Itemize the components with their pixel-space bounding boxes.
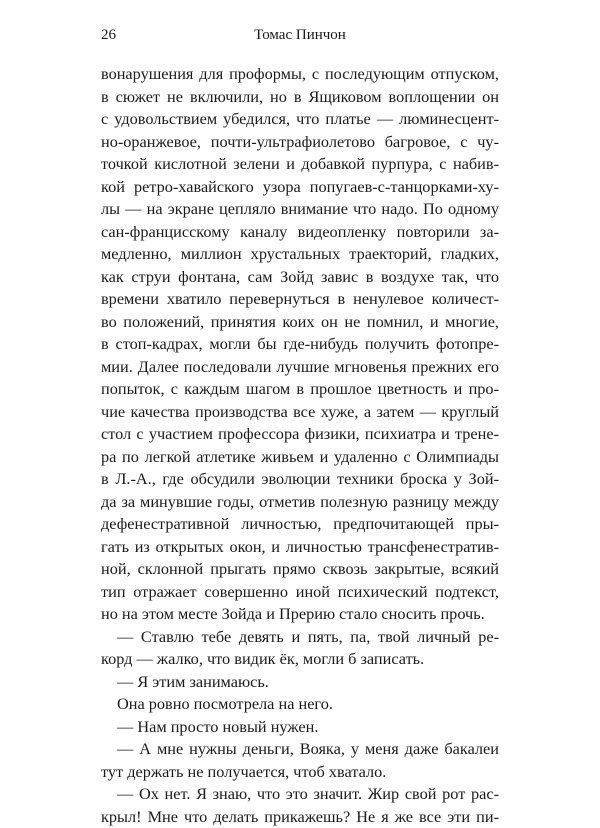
text-line: — Нам просто новый нужен. [101,716,499,739]
running-title: Томас Пинчон [101,27,499,44]
text-line: тип отражает совершенно иной психический подтекст, [101,581,499,604]
text-line: мии. Далее последовали лучшие мгновенья прежних его [101,356,499,379]
text-line: — Ох нет. Я знаю, что это значит. Жир свой рот рас- [101,783,499,806]
text-line: с удовольствием убедился, что платье — люминесцент- [101,108,499,131]
text-line: гать из открытых окон, и личностью трансфенестратив- [101,536,499,559]
text-line: крыл! Мне что делать прикажешь? Не я же все эти пи- [101,806,499,828]
text-line: в Л.-А., где обсудили эволюции техники броска у Зой- [101,468,499,491]
text-line: но на этом месте Зойда и Прерию стало сносить прочь. [101,603,499,626]
text-line: медленно, миллион хрустальных траекторий, гладких, [101,243,499,266]
text-line: стол с участием профессора физики, психиатра и трене- [101,423,499,446]
text-line: корд — жалко, что видик ёк, могли б записать. [101,648,499,671]
page-header [101,27,499,47]
text-line: попыток, с каждым шагом в прошлое цветность и про- [101,378,499,401]
text-line: как струи фонтана, сам Зойд завис в воздухе так, что [101,266,499,289]
text-line: в сюжет не включили, но в Ящиковом воплощении он [101,86,499,109]
text-line: но-оранжевое, почти-ультрафиолетово багровое, с чу- [101,131,499,154]
page-number: 26 [101,27,116,44]
text-line: сан-францисскому каналу видеопленку повторили за- [101,221,499,244]
text-line: тут держать не получается, чтоб хватало. [101,761,499,784]
text-line: во положений, принятия коих он не помнил, и многие, [101,311,499,334]
body-text [101,63,499,828]
text-line: дефенестративной личностью, предпочитающей пры- [101,513,499,536]
text-line: — Я этим занимаюсь. [101,671,499,694]
text-line: чие качества производства все хуже, а затем — круглый [101,401,499,424]
text-line: ра по легкой атлетике живьем и удаленно с Олимпиады [101,446,499,469]
text-line: — Ставлю тебе девять и пять, па, твой личный ре- [101,626,499,649]
text-line: ной, склонной прыгать прямо сквозь закрытые, всякий [101,558,499,581]
text-line: точкой кислотной зелени и добавкой пурпура, с набив- [101,153,499,176]
text-line: лы — на экране цепляло внимание что надо. По одному [101,198,499,221]
text-line: — А мне нужны деньги, Вояка, у меня даже бакалеи [101,738,499,761]
text-line: в стоп-кадрах, могли бы где-нибудь получить фотопре- [101,333,499,356]
text-line: вонарушения для проформы, с последующим отпуском, [101,63,499,86]
text-line: времени хватило перевернуться в ненулевое количест- [101,288,499,311]
text-line: Она ровно посмотрела на него. [101,693,499,716]
text-line: кой ретро-хавайского узора попугаев-с-танцорками-ху- [101,176,499,199]
text-line: да за минувшие годы, отметив полезную разницу между [101,491,499,514]
